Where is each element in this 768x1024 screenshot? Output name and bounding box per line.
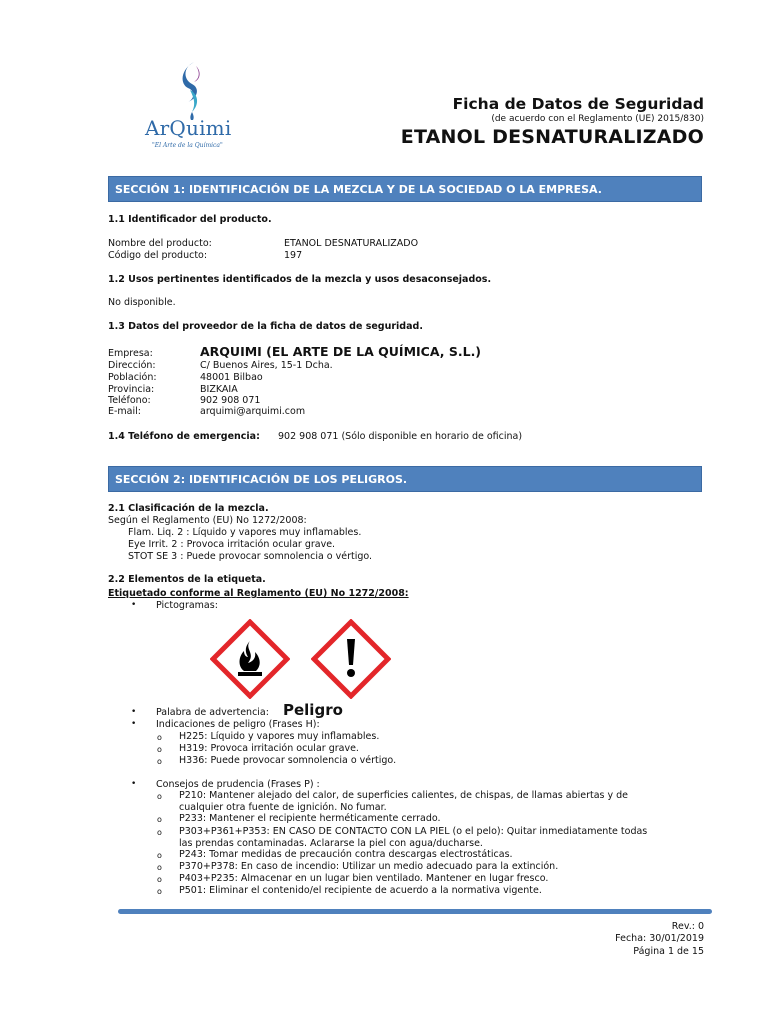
bullet-icon: • <box>131 707 137 717</box>
heading-1-1: 1.1 Identificador del producto. <box>108 214 272 225</box>
section-2-header: SECCIÓN 2: IDENTIFICACIÓN DE LOS PELIGROS. <box>108 466 702 492</box>
bullet-icon: • <box>131 779 137 789</box>
phone-label: Teléfono: <box>108 395 151 406</box>
classification-item: Eye Irrit. 2 : Provoca irritación ocular grave. <box>128 539 336 550</box>
precautionary-statement-cont: las prendas contaminadas. Aclararse la piel con agua/ducharse. <box>179 838 483 849</box>
precautionary-statement: P501: Eliminar el contenido/el recipiente de acuerdo a la normativa vigente. <box>179 885 542 896</box>
sub-bullet-icon: o <box>157 887 162 896</box>
email-label: E-mail: <box>108 406 141 417</box>
product-name-value: ETANOL DESNATURALIZADO <box>284 238 419 249</box>
phone-value: 902 908 071 <box>200 395 261 406</box>
precautionary-statement-cont: cualquier otra fuente de ignición. No fumar. <box>179 802 387 813</box>
company-value: ARQUIMI (EL ARTE DE LA QUÍMICA, S.L.) <box>200 344 482 359</box>
footer-divider <box>118 909 712 914</box>
heading-1-2: 1.2 Usos pertinentes identificados de la mezcla y usos desaconsejados. <box>108 274 492 285</box>
bullet-icon: • <box>131 719 137 729</box>
city-value: 48001 Bilbao <box>200 372 263 383</box>
heading-1-4: 1.4 Teléfono de emergencia: <box>108 431 260 442</box>
province-label: Provincia: <box>108 384 155 395</box>
company-label: Empresa: <box>108 348 153 359</box>
product-title: ETANOL DESNATURALIZADO <box>400 126 704 148</box>
heading-2-1: 2.1 Clasificación de la mezcla. <box>108 503 269 514</box>
arquimi-logo-icon <box>172 58 212 120</box>
sub-bullet-icon: o <box>157 851 162 860</box>
bullet-icon: • <box>131 600 137 610</box>
precautionary-statements-label: Consejos de prudencia (Frases P) : <box>156 779 320 790</box>
document-title: Ficha de Datos de Seguridad <box>452 95 704 113</box>
logo-tagline: "El Arte de la Química" <box>152 142 223 149</box>
city-label: Población: <box>108 372 157 383</box>
product-code-label: Código del producto: <box>108 250 208 261</box>
signal-word-label: Palabra de advertencia: <box>156 707 269 718</box>
product-name-label: Nombre del producto: <box>108 238 212 249</box>
emergency-phone-value: 902 908 071 (Sólo disponible en horario de oficina) <box>278 431 523 442</box>
product-code-value: 197 <box>284 250 303 261</box>
uses-value: No disponible. <box>108 297 176 308</box>
sub-bullet-icon: o <box>157 863 162 872</box>
section-1-header: SECCIÓN 1: IDENTIFICACIÓN DE LA MEZCLA Y DE LA SOCIEDAD O LA EMPRESA. <box>108 176 702 202</box>
sub-bullet-icon: o <box>157 875 162 884</box>
email-value: arquimi@arquimi.com <box>200 406 306 417</box>
address-value: C/ Buenos Aires, 15-1 Dcha. <box>200 360 333 371</box>
classification-regulation: Según el Reglamento (EU) No 1272/2008: <box>108 515 307 526</box>
sub-bullet-icon: o <box>157 757 162 766</box>
pictograms-label: Pictogramas: <box>156 600 218 611</box>
document-subtitle: (de acuerdo con el Reglamento (UE) 2015/830) <box>491 114 704 124</box>
classification-item: Flam. Liq. 2 : Líquido y vapores muy inflamables. <box>128 527 362 538</box>
classification-item: STOT SE 3 : Puede provocar somnolencia o vértigo. <box>128 551 373 562</box>
hazard-statement: H319: Provoca irritación ocular grave. <box>179 743 359 754</box>
revision-number: Rev.: 0 <box>671 921 704 932</box>
sub-bullet-icon: o <box>157 745 162 754</box>
sub-bullet-icon: o <box>157 815 162 824</box>
sub-bullet-icon: o <box>157 828 162 837</box>
precautionary-statement: P403+P235: Almacenar en un lugar bien ventilado. Mantener en lugar fresco. <box>179 873 549 884</box>
hazard-statement: H225: Líquido y vapores muy inflamables. <box>179 731 380 742</box>
flame-pictogram-icon <box>210 619 290 699</box>
precautionary-statement: P210: Mantener alejado del calor, de superficies calientes, de chispas, de llamas abiertas y de <box>179 790 629 801</box>
labelling-regulation: Etiquetado conforme al Reglamento (EU) No 1272/2008: <box>108 588 409 599</box>
hazard-statements-label: Indicaciones de peligro (Frases H): <box>156 719 320 730</box>
signal-word-value: Peligro <box>283 701 343 719</box>
precautionary-statement: P303+P361+P353: EN CASO DE CONTACTO CON LA PIEL (o el pelo): Quitar inmediatamente todas <box>179 826 648 837</box>
precautionary-statement: P233: Mantener el recipiente herméticamente cerrado. <box>179 813 441 824</box>
page-number: Página 1 de 15 <box>633 946 704 957</box>
heading-1-3: 1.3 Datos del proveedor de la ficha de datos de seguridad. <box>108 321 423 332</box>
precautionary-statement: P243: Tomar medidas de precaución contra descargas electrostáticas. <box>179 849 513 860</box>
logo-wordmark: ArQuimi <box>145 116 232 140</box>
sub-bullet-icon: o <box>157 733 162 742</box>
document-date: Fecha: 30/01/2019 <box>615 933 704 944</box>
hazard-statement: H336: Puede provocar somnolencia o vértigo. <box>179 755 397 766</box>
province-value: BIZKAIA <box>200 384 238 395</box>
sub-bullet-icon: o <box>157 792 162 801</box>
address-label: Dirección: <box>108 360 156 371</box>
precautionary-statement: P370+P378: En caso de incendio: Utilizar un medio adecuado para la extinción. <box>179 861 559 872</box>
heading-2-2: 2.2 Elementos de la etiqueta. <box>108 574 266 585</box>
exclamation-pictogram-icon <box>311 619 391 699</box>
